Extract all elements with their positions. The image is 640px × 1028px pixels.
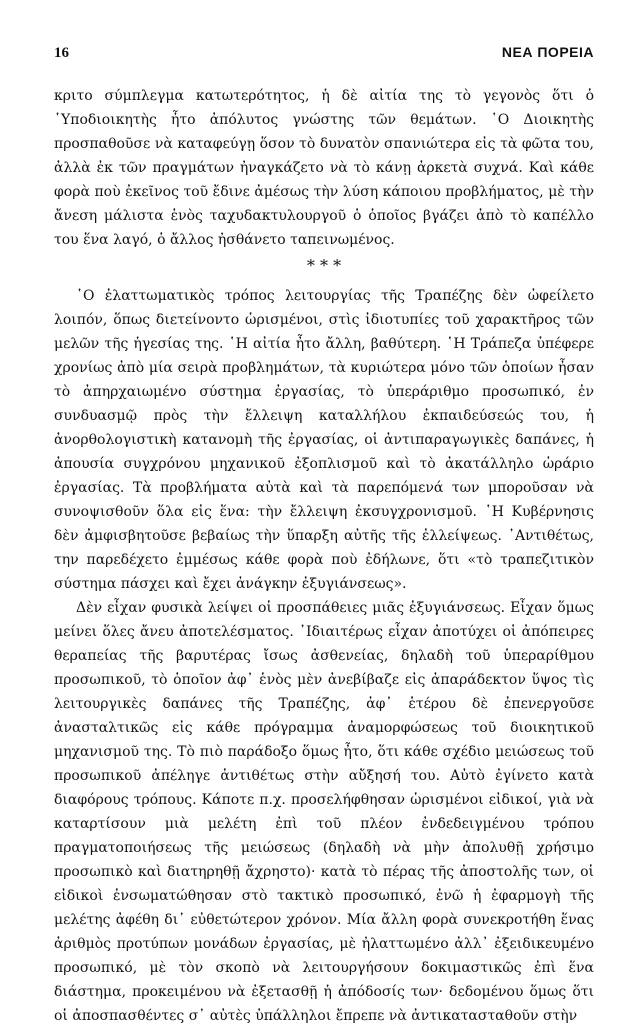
paragraph-bank-problems: ῾Ο ἐλαττωματικὸς τρόπος λειτουργίας τῆς Τραπέζης δὲν ὠφείλετο λοιπόν, ὅπως διετείνοντο ὡρισμένοι, στὶς ἰδιοτυπίες τοῦ χαρακτῆρος τῶν μελῶν τῆς ἡγεσίας της. ῾Η αἰτία ἦτο ἄλλη, βαθύτερη. ῾Η Τράπεζα ὑπέφερε χρονίως ἀπὸ μία σειρὰ προβλημάτων, τὰ κυριώτερα μόνο τῶν ὁποίων ἦσαν τὸ ἀπηρχαιωμένο σύστημα ἐργασίας, τὸ ὑπεράριθμο προσωπικό, ἐν συνδυασμῷ πρὸς τὴν ἔλλειψη καταλλήλου ἐκπαιδεύσεώς του, ἡ ἀνορθολογιστικὴ κατανομὴ τῆς ἐργασίας, οἱ ἀντιπαραγωγικὲς δαπάνες, ἡ ἀπουσία συγχρόνου μηχανικοῦ ἐξοπλισμοῦ καὶ τὸ ἀκατάλληλο ὡράριο ἐργασίας. Τὰ προβλήματα αὐτὰ καὶ τὰ παρεπόμενά των μποροῦσαν νὰ συνοψισθοῦν ὅλα εἰς ἕνα: τὴν ἔλλειψη ἐκσυγχρονισμοῦ. ῾Η Κυβέρνησις δὲν ἀμφισβητοῦσε βεβαίως τὴν ὕπαρξη αὐτῆς τῆς ἐλλείψεως. ᾽Αντιθέτως, την παρεδέχετο ἐμμέσως κάθε φορὰ ποὺ ἐδήλωνε, ὅτι «τὸ τραπεζιτικὸν σύστημα πάσχει καὶ ἔχει ἀνάγκην ἐξυγιάνσεως». [54, 288, 594, 592]
book-page [54, 44, 594, 1028]
journal-title: ΝΕΑ ΠΟΡΕΙΑ [501, 44, 594, 60]
section-separator: * * * [306, 256, 342, 275]
body-text [54, 84, 594, 1028]
running-head [54, 44, 594, 66]
page-number: 16 [54, 45, 69, 61]
paragraph-continued: κριτο σύμπλεγμα κατωτερότητος, ἡ δὲ αἰτία της τὸ γεγονὸς ὅτι ὁ ῾Υποδιοικητὴς ἦτο ἀπόλυτος γνώστης τῶν θεμάτων. ῾Ο Διοικητὴς προσπαθοῦσε νὰ καταφεύγῃ ὅσον τὸ δυνατὸν σπανιώτερα εἰς τὰ φῶτα του, ἀλλὰ ἐκ τῶν πραγμάτων ἠναγκάζετο νὰ τὸ κάνῃ ἀρκετὰ συχνά. Καὶ κάθε φορὰ ποὺ ἐκεῖνος τοῦ ἔδινε ἀμέσως τὴν λύση κάποιου προβλήματος, μὲ τὴν ἄνεση μάλιστα ἑνὸς ταχυδακτυλουργοῦ ὁ ὁποῖος βγάζει ἀπὸ τὸ καπέλλο του ἕνα λαγό, ὁ ἄλλος ἠσθάνετο ταπεινωμένος. [54, 88, 594, 248]
paragraph-reform-attempts: Δὲν εἶχαν φυσικὰ λείψει οἱ προσπάθειες μιᾶς ἐξυγιάνσεως. Εἶχαν ὅμως μείνει ὅλες ἄνευ ἀποτελέσματος. ᾽Ιδιαιτέρως εἶχαν ἀποτύχει οἱ ἀπόπειρες θεραπείας τῆς βαρυτέρας ἴσως ἀσθενείας, δηλαδὴ τοῦ ὑπεραρίθμου προσωπικοῦ, τὸ ὁποῖον ἀφ᾽ ἑνὸς μὲν ἀνεβίβαζε εἰς ἀπαράδεκτον ὕψος τὶς λειτουργικὲς δαπάνες τῆς Τραπέζης, ἀφ᾽ ἑτέρου δὲ ἐπενεργοῦσε ἀνασταλτικῶς εἰς κάθε πρόγραμμα ἀναμορφώσεως τοῦ διοικητικοῦ μηχανισμοῦ της. Τὸ πιὸ παράδοξο ὅμως ἦτο, ὅτι κάθε σχέδιο μειώσεως τοῦ προσωπικοῦ ἀπέληγε ἀντιθέτως στὴν αὔξησή του. Αὐτὸ ἐγίνετο κατὰ διαφόρους τρόπους. Κάποτε π.χ. προσελήφθησαν ὡρισμένοι εἰδικοί, γιὰ νὰ καταρτίσουν μιὰ μελέτη ἐπὶ τοῦ πλέον ἐνδεδειγμένου τρόπου πραγματοποιήσεως τῆς μειώσεως (δηλαδὴ νὰ μὴν ἀπολυθῇ χρήσιμο προσωπικὸ καὶ διατηρηθῇ ἄχρηστο)· κατὰ τὸ πέρας τῆς ἀποστολῆς των, οἱ εἰδικοὶ ἐνσωματώθησαν στὸ τακτικὸ προσωπικό, ἐνῶ ἡ ἐφαρμογὴ τῆς μελέτης ἀφέθη δι᾽ εὐθετώτερον χρόνον. Μία ἄλλη φορὰ συνεκροτήθη ἕνας ἀριθμὸς προτύπων μονάδων ἐργασίας, μὲ ἠλαττωμένο ἀλλ᾽ ἐξειδικευμένο προσωπικό, μὲ τὸν σκοπὸ νὰ λειτουργήσουν δοκιμαστικῶς ἐπὶ ἕνα διάστημα, προκειμένου νὰ ἐξετασθῇ ἡ ἀπόδοσίς των· δεδομένου ὅμως ὅτι οἱ ἀποσπασθέντες σ᾽ αὐτὲς ὑπάλληλοι ἔπρεπε νὰ ἀντικατασταθοῦν στὴν [54, 600, 594, 1024]
